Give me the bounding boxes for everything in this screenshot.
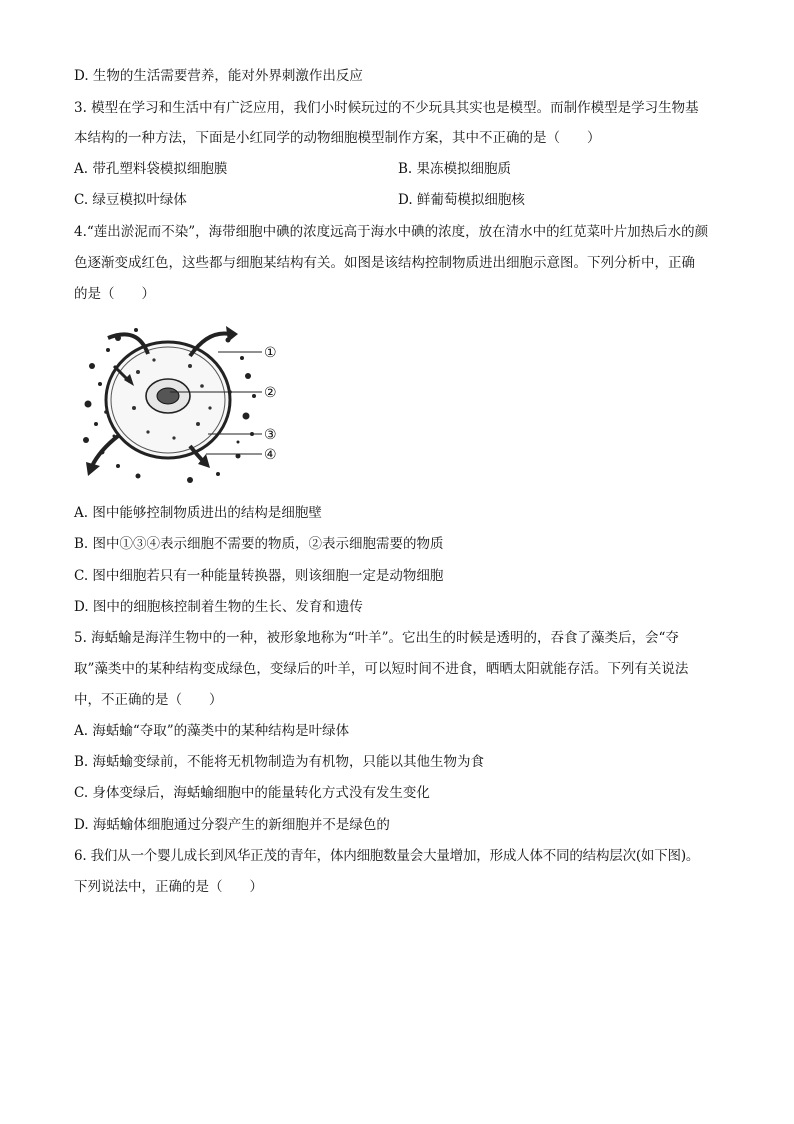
q5-option-d: D. 海蛞蝓体细胞通过分裂产生的新细胞并不是绿色的	[74, 817, 390, 833]
q4-option-b: B. 图中①③④表示细胞不需要的物质，②表示细胞需要的物质	[74, 536, 444, 552]
q3-stem-line1: 3. 模型在学习和生活中有广泛应用，我们小时候玩过的不少玩具其实也是模型。而制作模型是学习生物基	[74, 100, 699, 116]
label-2: ②	[264, 385, 277, 401]
arrow-out-top-head	[226, 326, 238, 342]
q4-option-d: D. 图中的细胞核控制着生物的生长、发育和遗传	[74, 599, 363, 615]
q5-option-b: B. 海蛞蝓变绿前，不能将无机物制造为有机物，只能以其他生物为食	[74, 754, 485, 770]
q4-stem-line1: 4.“莲出淤泥而不染”，海带细胞中碘的浓度远高于海水中碘的浓度，放在清水中的红苋菜叶片加热后水的颜	[74, 224, 709, 240]
q3-stem-line2: 本结构的一种方法，下面是小红同学的动物细胞模型制作方案，其中不正确的是（ ）	[74, 130, 601, 146]
q5-stem-line3: 中，不正确的是（ ）	[74, 692, 223, 708]
q4-stem-line3: 的是（ ）	[74, 286, 155, 302]
q6-stem-line1: 6. 我们从一个婴儿成长到风华正茂的青年，体内细胞数量会大量增加，形成人体不同的结构层次(如下图)。	[74, 848, 700, 864]
q5-option-a: A. 海蛞蝓“夺取”的藻类中的某种结构是叶绿体	[74, 723, 350, 739]
q4-option-c: C. 图中细胞若只有一种能量转换器，则该细胞一定是动物细胞	[74, 568, 444, 584]
q4-option-a: A. 图中能够控制物质进出的结构是细胞壁	[74, 505, 322, 521]
q6-stem-line2: 下列说法中，正确的是（ ）	[74, 879, 263, 895]
q3-option-c: C. 绿豆模拟叶绿体	[74, 192, 187, 208]
cell-diagram-svg	[78, 316, 288, 488]
q3-option-a: A. 带孔塑料袋模拟细胞膜	[74, 161, 228, 177]
label-1: ①	[264, 345, 277, 361]
arrow-out-bottom-left	[92, 436, 118, 466]
q3-option-d: D. 鲜葡萄模拟细胞核	[398, 192, 525, 208]
q5-stem-line1: 5. 海蛞蝓是海洋生物中的一种，被形象地称为“叶羊”。它出生的时候是透明的，吞食了藻类后，会“夺	[74, 630, 679, 646]
q5-option-c: C. 身体变绿后，海蛞蝓细胞中的能量转化方式没有发生变化	[74, 785, 430, 801]
nucleolus	[157, 388, 179, 404]
q4-stem-line2: 色逐渐变成红色，这些都与细胞某结构有关。如图是该结构控制物质进出细胞示意图。下列分析中，正确	[74, 255, 695, 271]
label-3: ③	[264, 427, 277, 443]
q3-option-b: B. 果冻模拟细胞质	[398, 161, 512, 177]
arrow-out-bottom-left-head	[86, 462, 100, 476]
q2-option-d: D. 生物的生活需要营养，能对外界刺激作出反应	[74, 68, 363, 84]
q5-stem-line2: 取”藻类中的某种结构变成绿色，变绿后的叶羊，可以短时间不进食，晒晒太阳就能存活。下列有关说法	[74, 661, 689, 677]
cell-membrane-diagram	[78, 316, 288, 488]
label-4: ④	[264, 447, 277, 463]
